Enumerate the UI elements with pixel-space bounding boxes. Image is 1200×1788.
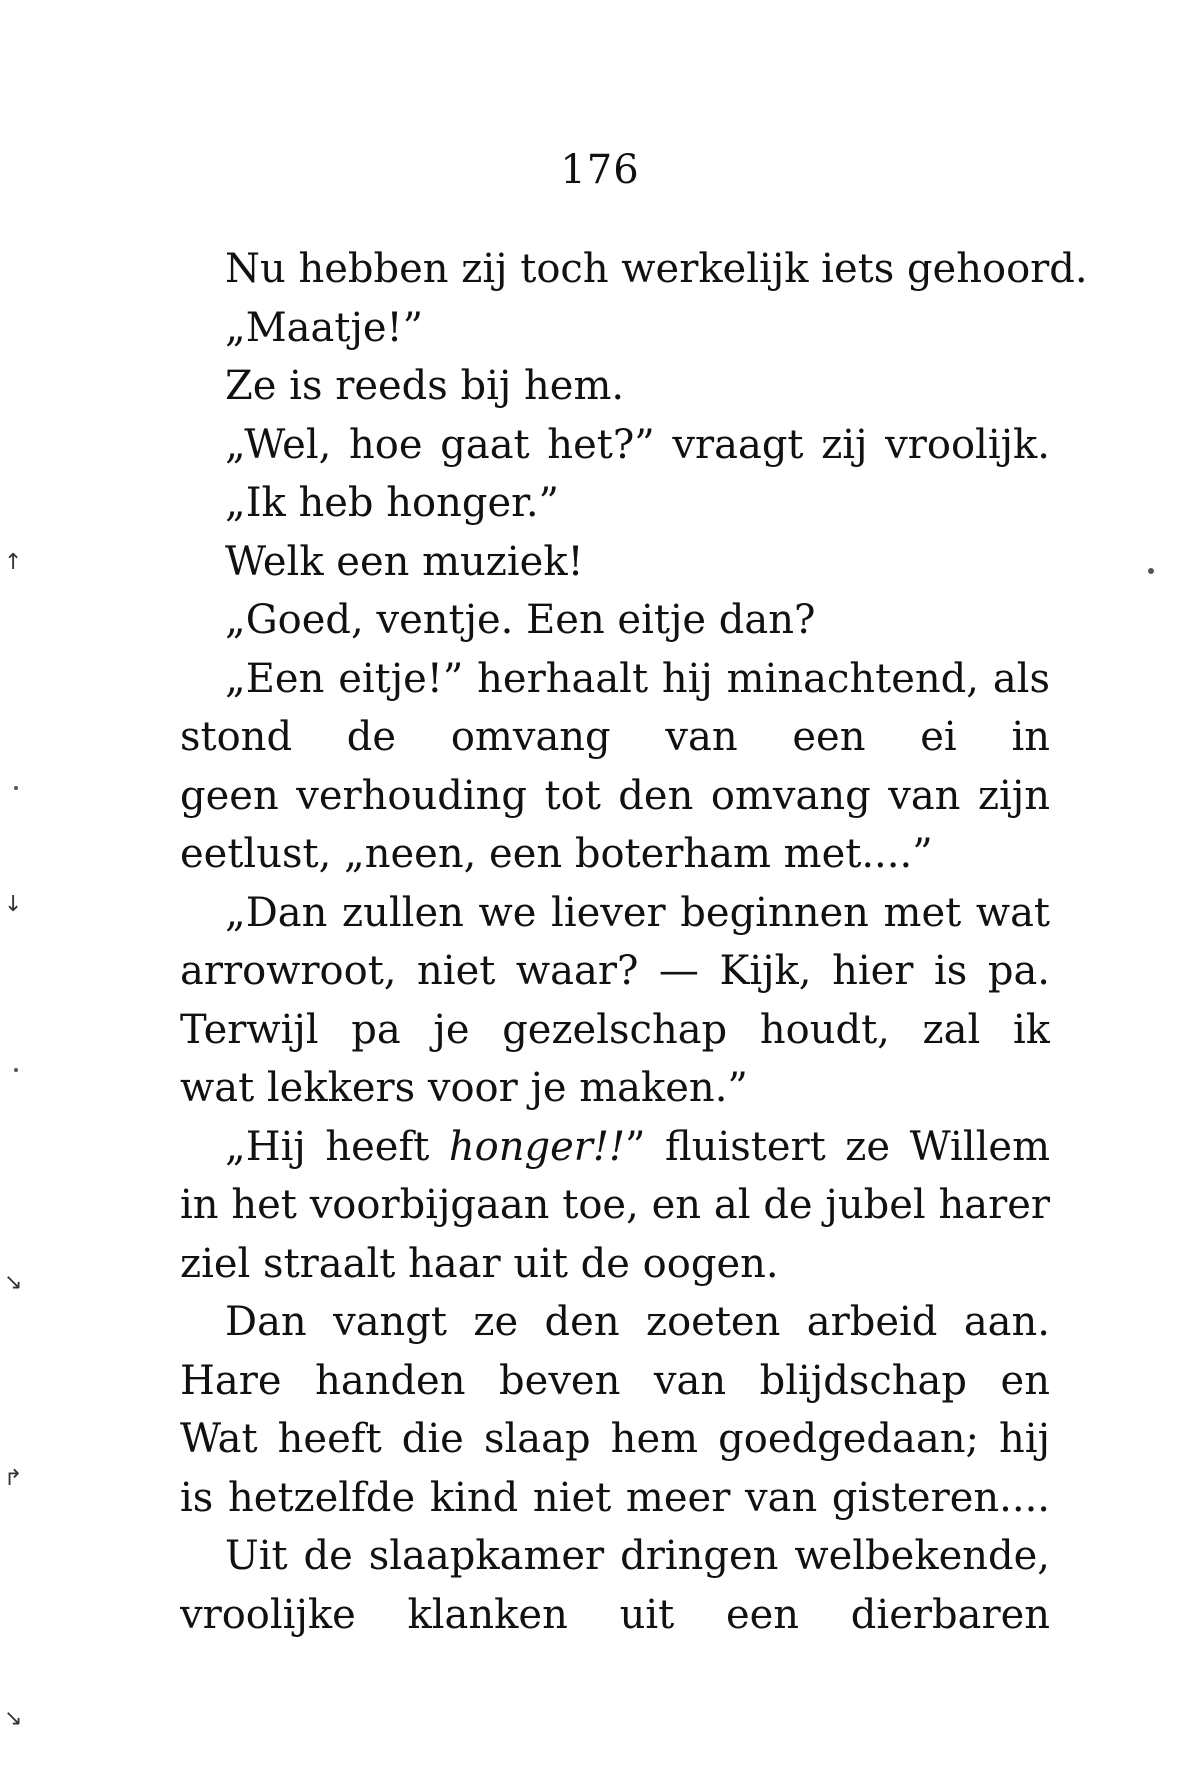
text-line: stond de omvang van een ei in [180, 714, 1050, 760]
text-line-start: „Hij heeft [225, 1123, 449, 1170]
scan-artifact-mark: ↑ [4, 550, 23, 575]
scan-artifact-mark: ↱ [4, 1466, 23, 1491]
text-line: Hare handen beven van blijdschap en [180, 1357, 1050, 1404]
text-line: „Wel, hoe gaat het?” vraagt zij vroolijk. [225, 421, 1050, 468]
text-line: geen verhouding tot den omvang van zijn [180, 772, 1050, 819]
emphasis-honger: honger!! [448, 1123, 626, 1170]
text-line: is hetzelfde kind niet meer van gisteren.... [180, 1474, 1050, 1521]
text-line: Dan vangt ze den zoeten arbeid aan. [225, 1299, 1050, 1345]
text-line: „Ik heb honger.” [225, 480, 560, 526]
text-line: „Een eitje!” herhaalt hij minachtend, als [225, 655, 1050, 702]
scan-speck [14, 1068, 18, 1072]
text-line: Ze is reeds bij hem. [225, 363, 625, 409]
text-line: „Goed, ventje. Een eitje dan? [225, 597, 816, 643]
text-line: Nu hebben zij toch werkelijk iets gehoord. [225, 246, 1088, 292]
scan-artifact-mark: ↘ [4, 1270, 23, 1295]
text-line: „Maatje!” [225, 304, 424, 351]
scan-speck [14, 786, 18, 790]
text-line: Welk een muziek! [225, 538, 584, 585]
text-line: „Dan zullen we liever beginnen met wat [225, 889, 1050, 936]
text-line: arrowroot, niet waar? — Kijk, hier is pa. [180, 948, 1050, 994]
text-line: wat lekkers voor je maken.” [180, 1065, 748, 1111]
text-line [180, 1118, 1050, 1177]
text-line: Wat heeft die slaap hem goedgedaan; hij [180, 1416, 1050, 1462]
text-line: ziel straalt haar uit de oogen. [180, 1240, 779, 1287]
text-line: Terwijl pa je gezelschap houdt, zal ik [180, 1006, 1050, 1053]
text-line: vroolijke klanken uit een dierbaren [180, 1591, 1050, 1638]
scan-artifact-mark: ↘ [4, 1706, 23, 1731]
text-line: in het voorbijgaan toe, en al de jubel harer [180, 1182, 1050, 1228]
scan-speck [1148, 568, 1154, 574]
body-text [180, 240, 1088, 1644]
scan-artifact-mark: ↓ [4, 892, 23, 917]
text-line: Uit de slaapkamer dringen welbekende, [225, 1533, 1050, 1579]
text-line-end: ” fluistert ze Willem [625, 1123, 1050, 1170]
text-line: eetlust, „neen, een boterham met....” [180, 831, 933, 877]
page-number: 176 [560, 147, 640, 193]
